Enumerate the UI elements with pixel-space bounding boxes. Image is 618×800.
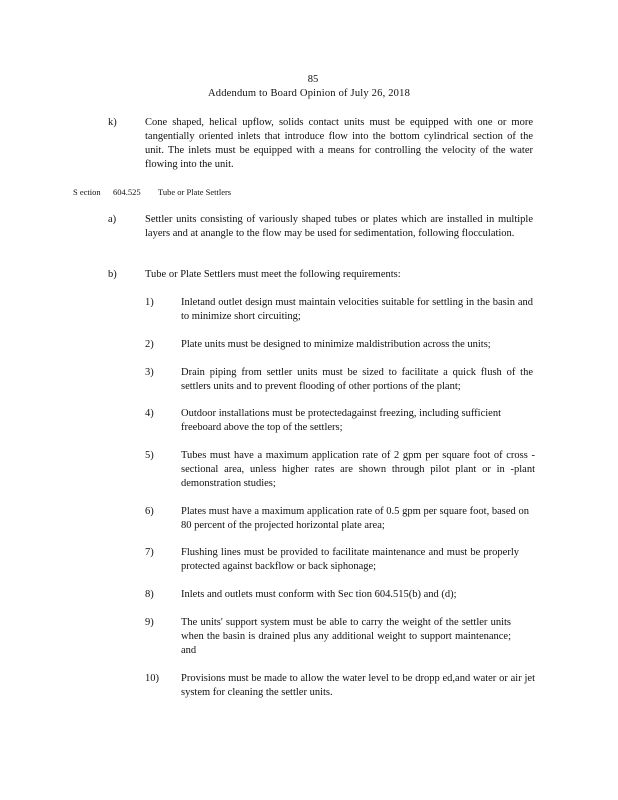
- requirement-text: Plate units must be designed to minimize maldistribution across the units;: [181, 339, 491, 350]
- requirement-text: The units' support system must be able to carry the weight of the settler units when the basin is drained plus any additional weight to support maintenance; and: [181, 617, 511, 656]
- requirement-text: Plates must have a maximum application rate of 0.5 gpm per square foot, based on 80 percent of the projected horizontal plate area;: [181, 506, 529, 531]
- requirement-text: Drain piping from settler units must be sized to facilitate a quick flush of the settlers units and to prevent flooding of other portions of the plant;: [181, 367, 533, 392]
- requirement-text: Inletand outlet design must maintain velocities suitable for settling in the basin and to minimize short circuiting;: [181, 297, 533, 322]
- item-text: Settler units consisting of variously shaped tubes or plates which are installed in multiple layers and at anangle to the flow may be used for sedimentation, following flocculation.: [145, 214, 533, 239]
- item-marker: k): [108, 117, 117, 128]
- requirement-number: 3): [145, 367, 154, 378]
- item-marker: b): [108, 269, 117, 280]
- page-header-title: Addendum to Board Opinion of July 26, 2018: [207, 88, 411, 99]
- requirement-number: 9): [145, 617, 154, 628]
- requirement-number: 6): [145, 506, 154, 517]
- requirement-number: 10): [145, 673, 159, 684]
- requirement-number: 4): [145, 408, 154, 419]
- item-marker: a): [108, 214, 117, 225]
- requirement-number: 1): [145, 297, 154, 308]
- section-label: S ection: [73, 187, 101, 197]
- requirement-number: 7): [145, 547, 154, 558]
- item-text: Cone shaped, helical upflow, solids contact units must be equipped with one or more tangentially oriented inlets that introduce flow into the bottom cylindrical section of the unit. The inlets must be equipped with a means for controlling the velocity of the water flowing into the unit.: [145, 117, 533, 170]
- item-text: Tube or Plate Settlers must meet the following requirements:: [145, 269, 401, 280]
- page-number: 85: [307, 74, 319, 85]
- requirement-text: Provisions must be made to allow the water level to be dropp ed,and water or air jet system for cleaning the settler units.: [181, 673, 535, 698]
- requirement-text: Inlets and outlets must conform with Sec tion 604.515(b) and (d);: [181, 589, 457, 600]
- requirement-text: Flushing lines must be provided to facilitate maintenance and must be properly protected against backflow or back siphonage;: [181, 547, 519, 572]
- requirement-text: Outdoor installations must be protectedagainst freezing, including sufficient freeboard above the top of the settlers;: [181, 408, 501, 433]
- section-title: Tube or Plate Settlers: [158, 187, 232, 197]
- requirement-number: 5): [145, 450, 154, 461]
- section-number: 604.525: [113, 187, 141, 197]
- requirement-number: 2): [145, 339, 154, 350]
- requirement-text: Tubes must have a maximum application rate of 2 gpm per square foot of cross -sectional area, unless higher rates are shown through pilot plant or in -plant demonstration studies;: [181, 450, 535, 489]
- requirement-number: 8): [145, 589, 154, 600]
